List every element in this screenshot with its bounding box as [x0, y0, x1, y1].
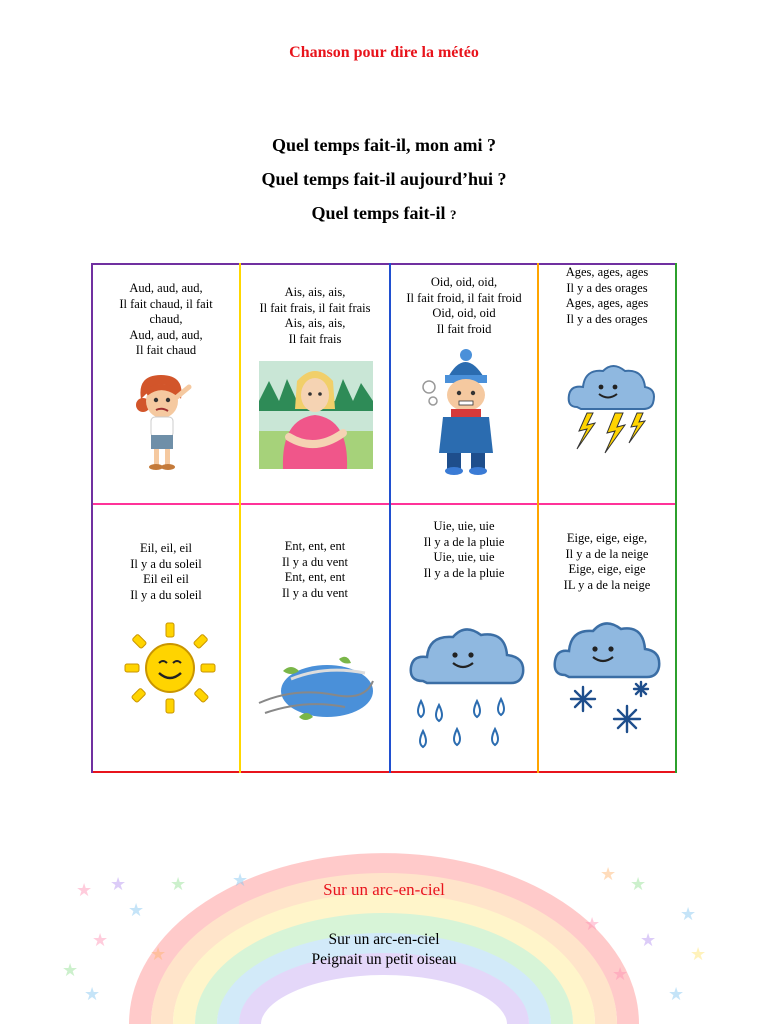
verse-line: Aud, aud, aud,: [129, 327, 203, 342]
storm-cloud-icon: [567, 361, 655, 461]
svg-text:★: ★: [92, 930, 109, 951]
verse-line: Il fait chaud: [135, 343, 197, 357]
svg-text:★: ★: [668, 984, 685, 1005]
card-verse: [97, 281, 235, 359]
card-verse: [245, 285, 385, 347]
weather-card-hot: [93, 265, 239, 503]
cold-boy-icon: [417, 349, 513, 479]
weather-card-cold: [391, 265, 537, 503]
svg-text:★: ★: [630, 874, 647, 895]
verse-line: Il y a de la neige: [565, 546, 649, 561]
question-line-2: Quel temps fait-il aujourd’hui ?: [261, 169, 507, 189]
verse-line: Il y a des orages: [566, 280, 648, 295]
svg-text:★: ★: [584, 914, 601, 935]
card-verse: [245, 539, 385, 601]
svg-text:★: ★: [150, 944, 167, 965]
verse-line: Oid, oid, oid,: [430, 275, 498, 289]
verse-line: Ent, ent, ent: [284, 570, 346, 584]
card-verse: [395, 275, 533, 337]
question-line-1: Quel temps fait-il, mon ami ?: [272, 135, 496, 155]
verse-line: Sur un arc-en-ciel: [328, 931, 440, 948]
verse-line: Peignait un petit oiseau: [311, 951, 457, 968]
card-verse: [97, 541, 235, 603]
verse-line: Ages, ages, ages: [565, 265, 649, 279]
weather-card-storm: [539, 265, 675, 503]
weather-card-wind: [241, 505, 389, 771]
weather-card-cool: [241, 265, 389, 503]
verse-line: Eige, eige, eige,: [566, 531, 648, 545]
verse-line: Eige, eige, eige: [568, 562, 646, 576]
verse-line: Il y a du vent: [282, 585, 348, 600]
verse-line: Il fait frais, il fait frais: [259, 300, 371, 315]
second-song-verse: [0, 930, 768, 970]
rain-cloud-icon: [409, 621, 527, 753]
second-song-title: Sur un arc-en-ciel: [323, 880, 445, 899]
svg-text:★: ★: [640, 930, 657, 951]
verse-line: Il y a du vent: [282, 554, 348, 569]
svg-text:★: ★: [600, 864, 617, 885]
svg-text:★: ★: [76, 880, 93, 901]
verse-line: Ent, ent, ent: [284, 539, 346, 553]
verse-line: Il y a du soleil: [130, 587, 202, 602]
verse-line: IL y a de la neige: [563, 577, 651, 592]
grid-bottom-border: [91, 771, 677, 773]
verse-line: Eil eil eil: [143, 572, 189, 586]
card-verse: [543, 265, 671, 327]
verse-line: Il fait froid: [436, 321, 492, 336]
verse-line: Il y a de la pluie: [423, 534, 505, 549]
svg-text:★: ★: [232, 870, 249, 891]
verse-line: chaud,: [149, 312, 183, 326]
weather-card-snow: [539, 505, 675, 771]
verse-line: Uie, uie, uie: [433, 550, 495, 564]
verse-line: Il y a des orages: [566, 311, 648, 326]
svg-text:★: ★: [690, 944, 707, 965]
verse-line: Ages, ages, ages: [565, 296, 649, 310]
verse-line: Il y a du soleil: [130, 556, 202, 571]
hot-girl-icon: [131, 371, 201, 471]
svg-text:★: ★: [680, 904, 697, 925]
question-line-3: Quel temps fait-il ?: [311, 203, 457, 223]
verse-line: Oid, oid, oid: [432, 306, 496, 320]
verse-line: Aud, aud, aud,: [129, 281, 203, 295]
weather-grid: [91, 263, 677, 773]
verse-line: Uie, uie, uie: [433, 519, 495, 533]
verse-line: Ais, ais, ais,: [284, 285, 346, 299]
wind-icon: [255, 651, 379, 729]
question-block: [0, 134, 768, 236]
verse-line: Eil, eil, eil: [139, 541, 193, 555]
svg-text:★: ★: [62, 960, 79, 981]
svg-text:★: ★: [612, 964, 629, 985]
verse-line: Il fait froid, il fait froid: [406, 290, 522, 305]
chilly-woman-icon: [259, 361, 373, 469]
sun-icon: [123, 621, 217, 715]
verse-line: Il y a de la pluie: [423, 565, 505, 580]
grid-right-border: [675, 263, 677, 773]
weather-card-rain: [391, 505, 537, 771]
svg-text:★: ★: [128, 900, 145, 921]
weather-card-sun: [93, 505, 239, 771]
svg-text:★: ★: [84, 984, 101, 1005]
verse-line: Il fait chaud, il fait: [119, 296, 213, 311]
verse-line: Il fait frais: [288, 331, 342, 346]
svg-text:★: ★: [110, 874, 127, 895]
snow-cloud-icon: [553, 615, 663, 735]
card-verse: [395, 519, 533, 581]
card-verse: [543, 531, 671, 593]
page-title: Chanson pour dire la météo: [289, 44, 479, 61]
svg-text:★: ★: [170, 874, 187, 895]
verse-line: Ais, ais, ais,: [284, 316, 346, 330]
